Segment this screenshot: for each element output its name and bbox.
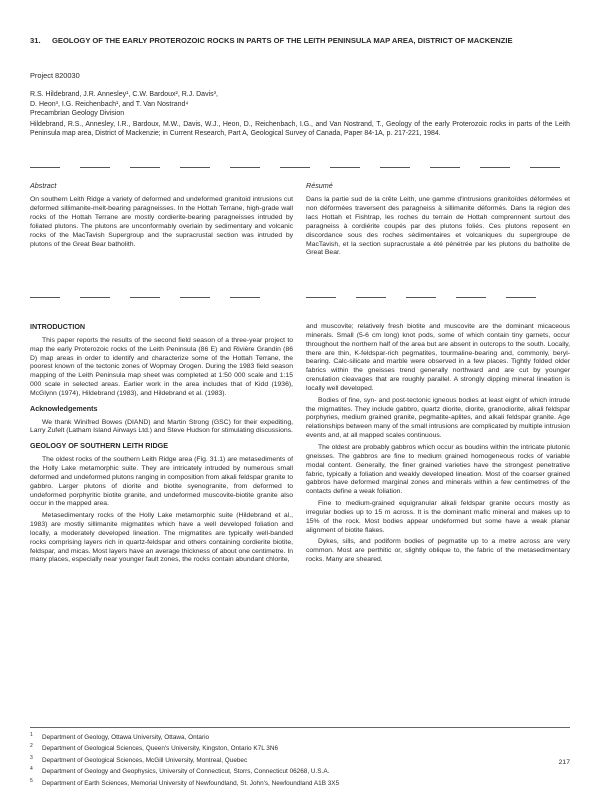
separator-dash — [506, 297, 536, 298]
separator-dash — [530, 167, 560, 168]
separator-dash — [130, 167, 160, 168]
abstract-text: On southern Leith Ridge a variety of deformed and undeformed granitoid intrusions cut deformed sillimanite-melt-bearing paragneisses. In the Hottah Terrane, high-grade wall rocks of the Hottah Terrane are mostly cordierite-bearing paragneisses intruded by foliated plutons. The plutons are unconformably overlain by sedimentary and volcanic rocks of the MacTavish Supergroup and the supracrustal section was intruded by plutons of the Great Bear batholith. — [30, 196, 293, 248]
citation: Hildebrand, R.S., Annesley, I.R., Bardoux, M.W., Davis, W.J., Heon, D., Reichenbach, I.G., and Van Nostrand, T., Geology of the early Proterozoic rocks in parts of the Leith Peninsula map area, District of Mackenzie; in Current Research, Part A, Geological Survey of Canada, Paper 84-1A, p. 217-221, 1984. — [30, 121, 570, 138]
body-paragraph: and muscovite; relatively fresh biotite and muscovite are the dominant micaceous minerals. Small (5-6 cm long) knot pods, some of which contain tiny garnets, occur throughout the northern half of the area but are absent in outcrops to the south. Locally, there are thin, K-feldspar-rich pegmatites, tourmaline-bearing and, commonly, beryl-bearing. Calc-silicate and marble were observed in a few places. Tightly folded older fabrics within the gneisses trend generally northward and are cut by younger crenulation cleavages that are roughly parallel. A strongly dipping mineral lineation is locally well developed. — [306, 323, 570, 392]
footnote-text: Department of Geological Sciences, McGill University, Montreal, Quebec — [42, 756, 248, 764]
separator-dash — [380, 167, 410, 168]
right-column — [306, 323, 570, 568]
body-paragraph: Dykes, sills, and podiform bodies of pegmatite up to a metre across are very common. Most are perthitic or, slightly oblique to, the fabric of the metasedimentary rocks. Many are sheared. — [306, 538, 570, 564]
page-number: 217 — [558, 759, 570, 766]
separator-dash — [330, 167, 360, 168]
footnotes — [30, 731, 510, 788]
footnote-text: Department of Geology, Ottawa University, Ottawa, Ontario — [42, 734, 210, 742]
author-line-1: R.S. Hildebrand, J.R. Annesley¹, C.W. Bardoux², R.J. Davis³, — [30, 91, 218, 98]
separator-dash — [280, 167, 310, 168]
footnote — [30, 777, 510, 788]
footnote-mark: 3 — [30, 754, 33, 761]
footnote-mark: 2 — [30, 743, 33, 750]
separator-dash — [80, 167, 110, 168]
resume-text: Dans la partie sud de la crête Leith, une gamme d'intrusions granitoïdes déformées et non déformées traversent des paragneiss à sillimanite déformés. Dans la région des lacs Hottah et Fishtrap, les roches du terrain de Hottah comprennent surtout des paragneiss à cordiérite coupés par des plutons foliés. Ces plutons reposent en discordance sous des roches sédimentaires et volcaniques du supergroupe de MacTavish, et la section supracrustale a été pénétrée par les plutons du batholite de Great Bear. — [306, 196, 570, 257]
author-division: Precambrian Geology Division — [30, 110, 125, 117]
separator-dash — [406, 297, 436, 298]
geology-paragraph: The oldest rocks of the southern Leith Ridge area (Fig. 31.1) are metasediments of the Holly Lake metamorphic suite. They are intricately intruded by numerous small deformed and undeformed plutons ranging in composition from alkali feldspar granite to gabbro. Larger plutons of diorite and biotite syenogranite, from deformed to undeformed porphyritic biotite granite, and undeformed muscovite-biotite granite also occur in the mapped area. — [30, 456, 293, 508]
footnote-rule — [30, 727, 570, 728]
chapter-number: 31. — [30, 36, 41, 45]
body-paragraph: Bodies of fine, syn- and post-tectonic igneous bodies at least eight of which intrude the migmatites. They include gabbro, quartz diorite, diorite, granodiorite, alkali feldspar porphyries, medium grained granite, pegmatite-aplites, and alkali feldspar granite. Age relationships between many of the small intrusions are complicated by multiple intrusion events and, at all mapped scales continuous. — [306, 396, 570, 440]
separator-dash — [456, 297, 486, 298]
abstract-heading: Abstract — [30, 181, 57, 190]
resume-heading: Résumé — [306, 181, 333, 190]
separator-dash — [130, 297, 160, 298]
separator-dash — [30, 297, 60, 298]
separator-dash — [180, 297, 210, 298]
footnote — [30, 731, 510, 742]
acknowledgements-heading: Acknowledgements — [30, 403, 98, 413]
project-number: Project 820030 — [30, 71, 80, 80]
footnote — [30, 742, 510, 753]
separator-dash — [480, 167, 510, 168]
separator-dash — [80, 297, 110, 298]
separator-dash — [30, 167, 60, 168]
footnote-text: Department of Geological Sciences, Queen's University, Kingston, Ontario K7L 3N6 — [42, 745, 279, 753]
abstract-section — [30, 181, 293, 249]
separator-dash — [430, 167, 460, 168]
author-list — [30, 90, 570, 119]
introduction-text: This paper reports the results of the second field season of a three-year project to map the early Proterozoic rocks of the Leith Peninsula (86 E) and Rivière Grandin (86 D) map areas in order to identify and characterize some of the Hottah Terrane, the poorest known of the tectonic zones of Wopmay Orogen. During the 1983 field season mapping of the Leith Peninsula map sheet was completed at 1:50 000 scale and 1:15 000 scale in selected areas. Earlier work in the area includes that of Kidd (1936), McGlynn (1974), Hildebrand (1983), and Hildebrand et al. (1983). — [30, 336, 293, 397]
footnote-mark: 1 — [30, 732, 33, 738]
footnote-text: Department of Earth Sciences, Memorial University of Newfoundland, St. John's, Newfoundland A1B 3X5 — [42, 779, 340, 787]
footnote-text: Department of Geology and Geophysics, University of Connecticut, Storrs, Connecticut 06268, U.S.A. — [42, 768, 330, 776]
separator-dash — [180, 167, 210, 168]
introduction-heading: INTRODUCTION — [30, 322, 86, 331]
author-line-2: D. Heon³, I.G. Reichenbach¹, and T. Van Nostrand⁴ — [30, 100, 189, 108]
separator-dash — [230, 297, 260, 298]
acknowledgements-text: We thank Winifred Bowes (DIAND) and Martin Strong (GSC) for their expediting, Larry Zufelt (Latham Island Airways Ltd.) and Steve Hudson for stimulating discussions. — [30, 418, 293, 435]
left-column — [30, 323, 293, 568]
paper-title: GEOLOGY OF THE EARLY PROTEROZOIC ROCKS IN PARTS OF THE LEITH PENINSULA MAP AREA, DISTRICT OF MACKENZIE — [52, 36, 513, 45]
geology-heading: GEOLOGY OF SOUTHERN LEITH RIDGE — [30, 441, 169, 451]
separator-dash — [356, 297, 386, 298]
geology-paragraph: Metasedimentary rocks of the Holly Lake metamorphic suite (Hildebrand et al., 1983) are mostly sillimanite migmatites which have a well developed foliation and locally, a moderately developed lineation. The migmatites are typically well-banded rocks comprising layers rich in quartz-feldspar and others containing cordierite biotite, feldspar, and micas. Most layers have an average thickness of about one centimetre. In many places, especially near younger fault zones, the rocks contain abundant chlorite, — [30, 512, 293, 564]
footnote-mark: 4 — [30, 766, 33, 773]
body-paragraph: Fine to medium-grained equigranular alkali feldspar granite occurs mostly as irregular bodies up to 15 m across. It is the dominant mafic mineral and makes up to 15% of the rock. Most bodies appear undeformed but some have a weak planar alignment of biotite flakes. — [306, 500, 570, 534]
separator-dash — [230, 167, 260, 168]
footnote-mark: 5 — [30, 777, 33, 784]
footnote — [30, 754, 510, 765]
resume-section — [306, 181, 570, 258]
body-paragraph: The oldest are probably gabbros which occur as boudins within the intricate plutonic gneisses. The gabbros are fine to medium grained homogeneous rocks of variable modal content. Generally, the finer grained varieties have the strongest penetrative fabric, typically a foliation and weakly developed lineation. Most of the coarser grained gabbros have deformed marginal zones and minerals within a few centimetres of the contacts define a weak foliation. — [306, 443, 571, 496]
separator-dash — [306, 297, 336, 298]
